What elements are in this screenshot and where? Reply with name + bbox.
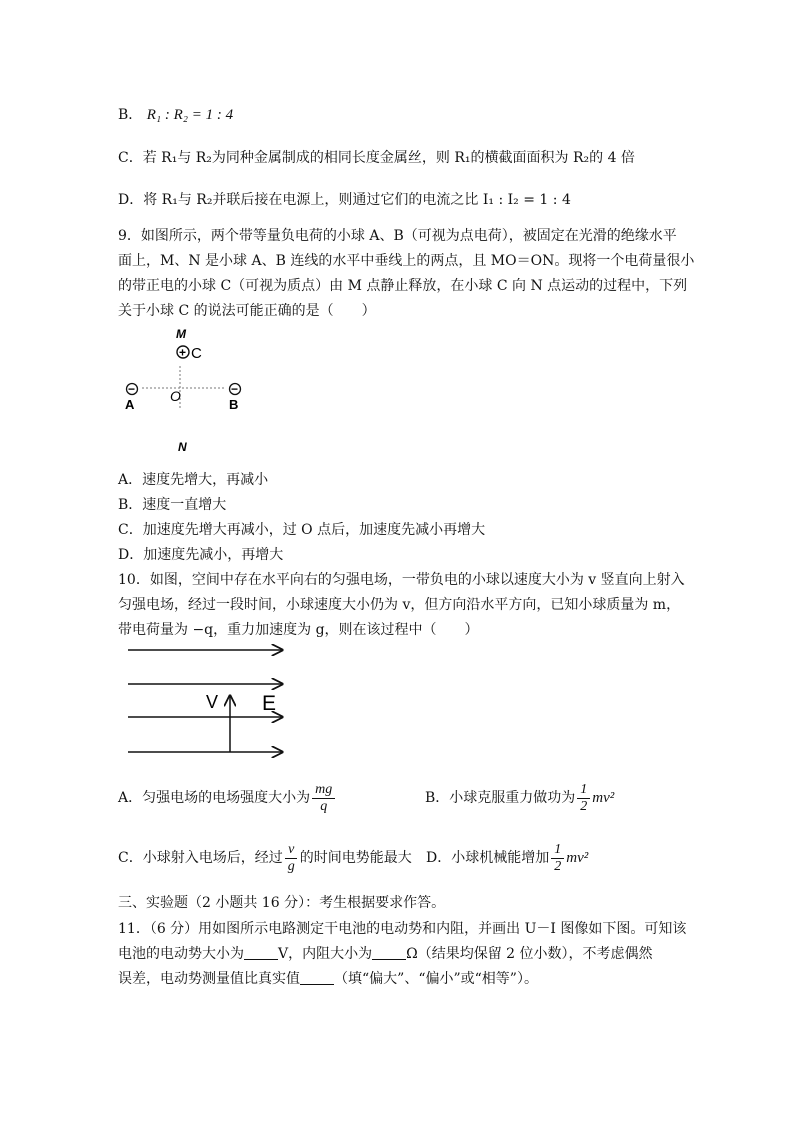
q10-option-a <box>118 778 337 818</box>
q9-line-2: 面上，M、N 是小球 A、B 连线的水平中垂线上的两点，且 MO＝ON。现将一个电荷量很小 <box>118 253 695 269</box>
q8-option-d: D．将 R₁与 R₂并联后接在电源上，则通过它们的电流之比 I₁ : I₂ = 1 : 4 <box>118 192 571 208</box>
emf-answer-blank[interactable] <box>244 945 278 960</box>
fraction-mg-over-q <box>312 782 335 815</box>
q10-line-1: 10．如图，空间中存在水平向右的匀强电场，一带负电的小球以速度大小为 v 竖直向上射入 <box>118 572 685 588</box>
q10-line-3: 带电荷量为 −q，重力加速度为 g，则在该过程中（ ） <box>118 622 479 638</box>
minus-sign-a: − <box>128 382 136 396</box>
minus-sign-b: − <box>231 382 239 396</box>
fraction-one-half <box>577 782 590 815</box>
q9-option-d: D．加速度先减小，再增大 <box>118 547 284 563</box>
q9-option-c: C．加速度先增大再减小，过 O 点后，加速度先减小再增大 <box>118 522 486 538</box>
label-e: E <box>262 692 277 715</box>
q11-line-3-part-a: 误差，电动势测量值比真实值 <box>118 971 300 987</box>
fraction-denominator: q <box>320 798 328 814</box>
label-v: V <box>206 692 219 712</box>
label-o: O <box>170 388 181 404</box>
fraction-denominator: 2 <box>580 798 588 814</box>
label-m: M <box>176 327 186 341</box>
q11-line-2-part-c: Ω（结果均保留 2 位小数），不考虑偶然 <box>406 946 653 962</box>
q11-line-2-part-a: 电池的电动势大小为 <box>118 946 244 962</box>
q9-option-a: A．速度先增大，再减小 <box>118 472 269 488</box>
section-3-heading: 三、实验题（2 小题共 16 分）：考生根据要求作答。 <box>118 895 446 911</box>
fraction-numerator: mg <box>312 782 335 799</box>
fraction-denominator: g <box>287 858 295 874</box>
q10-option-c <box>118 838 412 878</box>
q9-line-3: 的带正电的小球 C（可视为质点）由 M 点静止释放，在小球 C 向 N 点运动的过程中，下列 <box>118 278 688 294</box>
q10-option-c-text: C．小球射入电场后，经过 <box>118 850 283 866</box>
resistance-answer-blank[interactable] <box>372 945 406 960</box>
q10-option-b <box>425 778 614 818</box>
fraction-numerator: 1 <box>551 842 564 859</box>
q10-option-b-text: B．小球克服重力做功为 <box>425 790 576 806</box>
q9-line-4: 关于小球 C 的说法可能正确的是（ ） <box>118 303 376 319</box>
q10-line-2: 匀强电场，经过一段时间，小球速度大小仍为 v，但方向沿水平方向，已知小球质量为 m， <box>118 597 681 613</box>
q8-option-b-prefix: B． <box>118 107 143 123</box>
q10-option-d <box>426 838 588 878</box>
fraction-denominator: 2 <box>554 858 562 874</box>
fraction-one-half <box>551 842 564 875</box>
q10-field-figure <box>120 640 295 765</box>
q11-line-2 <box>118 944 653 964</box>
q9-line-1: 9．如图所示，两个带等量负电荷的小球 A、B（可视为点电荷），被固定在光滑的绝缘水平 <box>118 228 677 244</box>
q10-option-d-text: D．小球机械能增加 <box>426 850 550 866</box>
q10-option-c-tail: 的时间电势能最大 <box>299 850 412 866</box>
label-n: N <box>178 440 187 454</box>
label-c: C <box>191 345 202 362</box>
q11-line-2-part-b: V，内阻大小为 <box>278 946 373 962</box>
q10-option-a-text: A．匀强电场的电场强度大小为 <box>118 790 311 806</box>
label-a: A <box>125 397 135 412</box>
q11-line-3-part-b: （填“偏大”、“偏小”或“相等”）。 <box>334 971 538 987</box>
q10-option-d-tail: mv² <box>566 850 589 866</box>
q8-option-b-expr: R₁ : R₂ = 1 : 4 <box>146 107 234 123</box>
q11-line-3 <box>118 969 538 989</box>
q8-option-c: C．若 R₁与 R₂为同种金属制成的相同长度金属丝，则 R₁的横截面面积为 R₂的 4 倍 <box>118 150 635 166</box>
fraction-v-over-g <box>285 842 298 875</box>
q9-option-b: B．速度一直增大 <box>118 497 227 513</box>
fraction-numerator: 1 <box>577 782 590 799</box>
q11-line-1: 11．（6 分）用如图所示电路测定干电池的电动势和内阻，并画出 U－I 图像如下图。可知该 <box>118 921 687 937</box>
fraction-numerator: v <box>285 842 297 859</box>
plus-sign: + <box>179 345 187 360</box>
q10-option-b-tail: mv² <box>592 790 615 806</box>
label-b: B <box>229 397 239 412</box>
comparison-answer-blank[interactable] <box>300 970 334 985</box>
